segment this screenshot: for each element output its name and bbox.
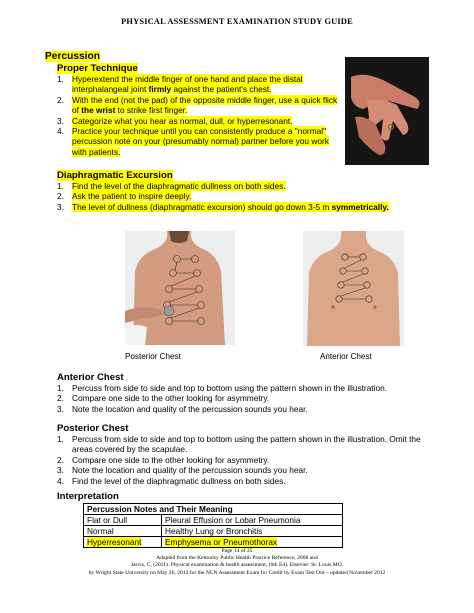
footer-line-2: Jarvis, C, (2011). Physical examination & health assessment, (6th Ed). Elsevier: St. Louis.MO. xyxy=(130,562,344,569)
percussion-note-cell xyxy=(84,537,162,548)
interpretation-row xyxy=(84,526,343,537)
meaning-cell xyxy=(162,515,343,526)
percussion-note-cell xyxy=(84,526,162,537)
percussion-heading-text: Percussion xyxy=(45,51,100,62)
posterior-chest-caption: Posterior Chest xyxy=(125,352,181,361)
hands-illustration xyxy=(345,57,429,165)
posterior-step xyxy=(57,455,432,465)
step-text: Ask the patient to inspire deeply. xyxy=(72,191,192,202)
interpretation-table xyxy=(83,503,343,548)
step-number: 4. xyxy=(57,126,64,137)
step-number: 3. xyxy=(57,465,64,476)
step-number: 2. xyxy=(57,191,64,202)
percussion-hands-photo xyxy=(345,57,429,165)
step-number: 1. xyxy=(57,74,64,84)
interpretation-table-title-row xyxy=(84,504,343,515)
step-number: 2. xyxy=(57,454,64,465)
diaphragmatic-steps-list xyxy=(57,181,417,212)
anterior-step xyxy=(57,404,427,414)
anterior-step xyxy=(57,393,427,403)
percussion-step xyxy=(57,126,339,157)
step-number: 3. xyxy=(57,115,64,126)
step-text: Note the location and quality of the percussion sounds you hear. xyxy=(72,465,308,476)
diaphragmatic-step xyxy=(57,202,417,212)
posterior-steps-list xyxy=(57,434,432,486)
interpretation-row xyxy=(84,515,343,526)
meaning: Healthy Lung or Bronchitis xyxy=(165,526,263,536)
anterior-chest-illustration xyxy=(303,231,404,346)
step-number: 1. xyxy=(57,434,64,444)
step-number: 3. xyxy=(57,403,64,414)
step-text: Compare one side to the other looking for asymmetry. xyxy=(72,393,270,404)
percussion-note: Hyperresonant xyxy=(87,537,142,547)
percussion-note: Normal xyxy=(87,526,114,536)
diaphragmatic-step xyxy=(57,181,417,191)
proper-technique-text: Proper Technique xyxy=(57,63,138,74)
percussion-heading xyxy=(45,51,100,63)
step-text: Percuss from side to side and top to bottom using the pattern shown in the illustration. Omit the areas covered by the scapulae. xyxy=(72,434,421,455)
step-text: Practice your technique until you can consistently produce a "normal" percussion note on your (presumably normal) partner before you work with patients. xyxy=(72,126,329,157)
posterior-step xyxy=(57,434,432,455)
posterior-chest-photo xyxy=(125,231,235,345)
footer-line-3: by Wright State University on May 26, 2012 for the NLN Assessment Exam for Credit by Exam Test Out – updated November 2012 xyxy=(88,569,386,576)
posterior-chest-heading: Posterior Chest xyxy=(57,423,129,434)
diaphragmatic-step xyxy=(57,191,417,201)
posterior-step xyxy=(57,465,432,475)
footer-line-1: Adapted from the Kentucky Public Health Practice Reference, 2008 and xyxy=(156,555,318,562)
step-text: Percuss from side to side and top to bottom using the pattern shown in the illustration. xyxy=(72,383,387,393)
step-emphasis: the wrist xyxy=(81,105,116,116)
document-title: PHYSICAL ASSESSMENT EXAMINATION STUDY GUIDE xyxy=(121,17,353,26)
step-emphasis: firmly xyxy=(148,84,172,95)
step-number: 3. xyxy=(57,201,64,212)
posterior-chest-illustration xyxy=(125,231,235,345)
interpretation-heading: Interpretation xyxy=(57,491,119,502)
meaning: Pleural Effusion or Lobar Pneumonia xyxy=(165,515,301,525)
percussion-step xyxy=(57,74,339,95)
step-number: 2. xyxy=(57,94,64,105)
anterior-steps-list xyxy=(57,383,427,414)
interpretation-table-title: Percussion Notes and Their Meaning xyxy=(84,504,343,515)
anterior-chest-photo xyxy=(303,231,404,346)
meaning-cell xyxy=(162,526,343,537)
anterior-step xyxy=(57,383,427,393)
percussion-step xyxy=(57,116,339,126)
step-number: 1. xyxy=(57,181,64,191)
anterior-chest-caption: Anterior Chest xyxy=(320,352,372,361)
percussion-steps-list xyxy=(57,74,339,157)
percussion-note: Flat or Dull xyxy=(87,515,128,525)
step-emphasis: symmetrically. xyxy=(331,201,389,212)
step-text: Compare one side to the other looking for asymmetry. xyxy=(72,454,270,465)
step-text: Hyperextend the middle finger of one hand and place the distal interphalangeal joint firmly against the patient's chest. xyxy=(72,74,303,95)
step-text: Find the level of the diaphragmatic dullness on both sides. xyxy=(72,475,286,486)
interpretation-row xyxy=(84,537,343,548)
page-number: Page 14 of 35 xyxy=(221,548,253,554)
step-text: Categorize what you hear as normal, dull, or hyperresonant. xyxy=(72,115,293,126)
step-text: With the end (not the pad) of the opposite middle finger, use a quick flick of the wrist to strike first finger. xyxy=(72,94,338,116)
anterior-chest-heading: Anterior Chest xyxy=(57,372,124,383)
percussion-step xyxy=(57,95,339,116)
step-number: 2. xyxy=(57,393,64,404)
meaning: Emphysema or Pneumothorax xyxy=(165,537,278,547)
percussion-note-cell xyxy=(84,515,162,526)
diaphragmatic-heading-text: Diaphragmatic Excursion xyxy=(57,170,173,181)
page-footer xyxy=(0,548,474,577)
meaning-cell xyxy=(162,537,343,548)
step-text: Find the level of the diaphragmatic dullness on both sides. xyxy=(72,181,286,191)
step-text: Note the location and quality of the percussion sounds you hear. xyxy=(72,403,308,414)
step-text: The level of dullness (diaphragmatic excursion) should go down 3-5 m symmetrically. xyxy=(72,201,389,212)
step-number: 4. xyxy=(57,475,64,486)
step-number: 1. xyxy=(57,383,64,393)
posterior-step xyxy=(57,476,432,486)
